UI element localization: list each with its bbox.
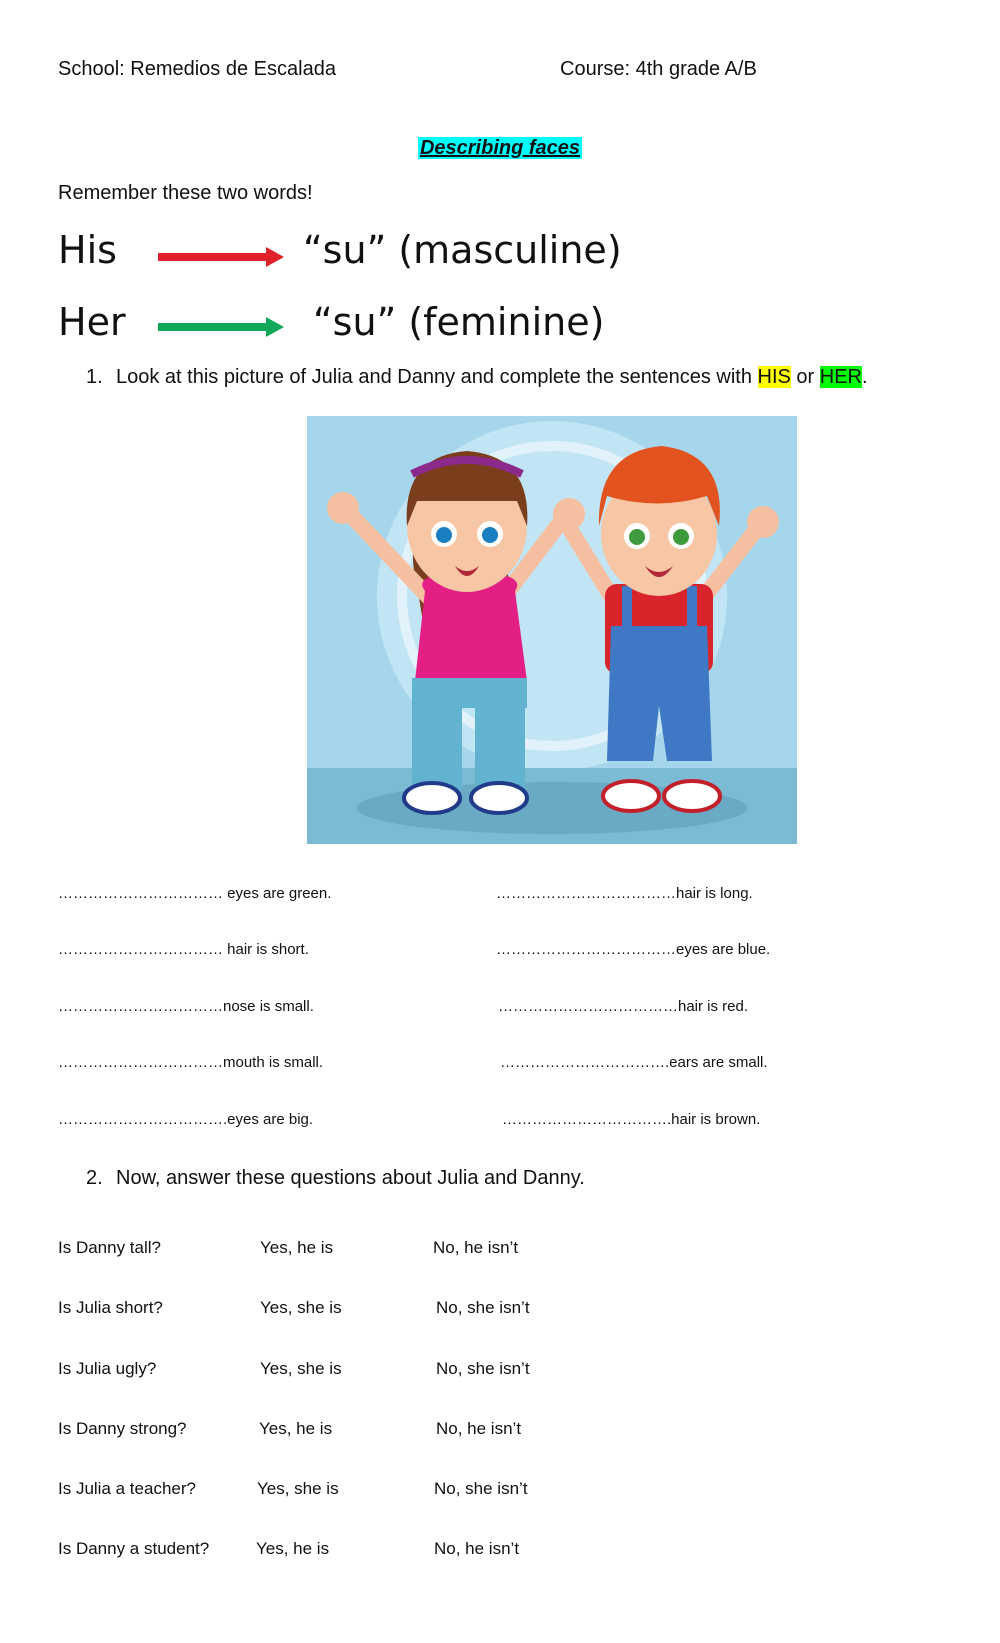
answer-yes-1: Yes, he is <box>260 1238 334 1257</box>
green-arrow-icon <box>158 315 288 339</box>
red-arrow-icon <box>158 245 288 269</box>
sentence-right-1: ………………………………hair is long. <box>496 885 753 902</box>
exercise-2-instruction <box>86 1167 585 1190</box>
exercise-2-number: 2. <box>86 1167 103 1189</box>
exercise-1-or: or <box>790 366 820 388</box>
page-title-text: Describing faces <box>419 137 581 159</box>
answer-yes-2: Yes, she is <box>260 1298 342 1317</box>
sentence-left-3: ……………………………nose is small. <box>58 998 314 1015</box>
answer-yes-5: Yes, she is <box>257 1479 339 1498</box>
answer-no-6: No, he isn’t <box>434 1539 520 1558</box>
question-4: Is Danny strong? <box>58 1419 187 1438</box>
exercise-1-text: Look at this picture of Julia and Danny and complete the sentences with <box>116 366 758 388</box>
vocab-his-word: His <box>58 228 117 272</box>
answer-yes-4: Yes, he is <box>259 1419 333 1438</box>
sentence-right-2: ………………………………eyes are blue. <box>496 941 771 958</box>
exercise-1-end: . <box>861 366 868 388</box>
answer-no-5: No, she isn’t <box>434 1479 528 1498</box>
page-title <box>0 137 1000 160</box>
remember-text: Remember these two words! <box>58 182 313 204</box>
julia-and-danny-illustration <box>307 416 797 844</box>
answer-yes-3: Yes, she is <box>260 1359 342 1378</box>
answer-no-4: No, he isn’t <box>436 1419 522 1438</box>
course-label: Course: 4th grade A/B <box>560 58 757 80</box>
vocab-her-meaning: “su” (feminine) <box>313 300 605 344</box>
question-2: Is Julia short? <box>58 1298 163 1317</box>
exercise-2-text: Now, answer these questions about Julia and Danny. <box>116 1167 585 1189</box>
her-highlight: HER <box>819 366 862 388</box>
vocab-his-meaning: “su” (masculine) <box>303 228 622 272</box>
exercise-1-number: 1. <box>86 366 103 388</box>
sentence-left-2: …………………………… hair is short. <box>58 941 309 958</box>
his-highlight: HIS <box>757 366 791 388</box>
question-6: Is Danny a student? <box>58 1539 210 1558</box>
sentence-right-5: …………………………….hair is brown. <box>502 1111 761 1128</box>
question-3: Is Julia ugly? <box>58 1359 157 1378</box>
question-1: Is Danny tall? <box>58 1238 161 1257</box>
sentence-right-3: ………………………………hair is red. <box>498 998 749 1015</box>
vocab-her-word: Her <box>58 300 126 344</box>
question-5: Is Julia a teacher? <box>58 1479 196 1498</box>
exercise-1-instruction <box>86 366 868 389</box>
sentence-left-5: …………………………….eyes are big. <box>58 1111 314 1128</box>
sentence-right-4: …………………………….ears are small. <box>500 1054 768 1071</box>
school-label: School: Remedios de Escalada <box>58 58 336 80</box>
sentence-left-1: …………………………… eyes are green. <box>58 885 332 902</box>
answer-yes-6: Yes, he is <box>256 1539 330 1558</box>
answer-no-3: No, she isn’t <box>436 1359 530 1378</box>
answer-no-1: No, he isn’t <box>433 1238 519 1257</box>
sentence-left-4: ……………………………mouth is small. <box>58 1054 324 1071</box>
answer-no-2: No, she isn’t <box>436 1298 530 1317</box>
